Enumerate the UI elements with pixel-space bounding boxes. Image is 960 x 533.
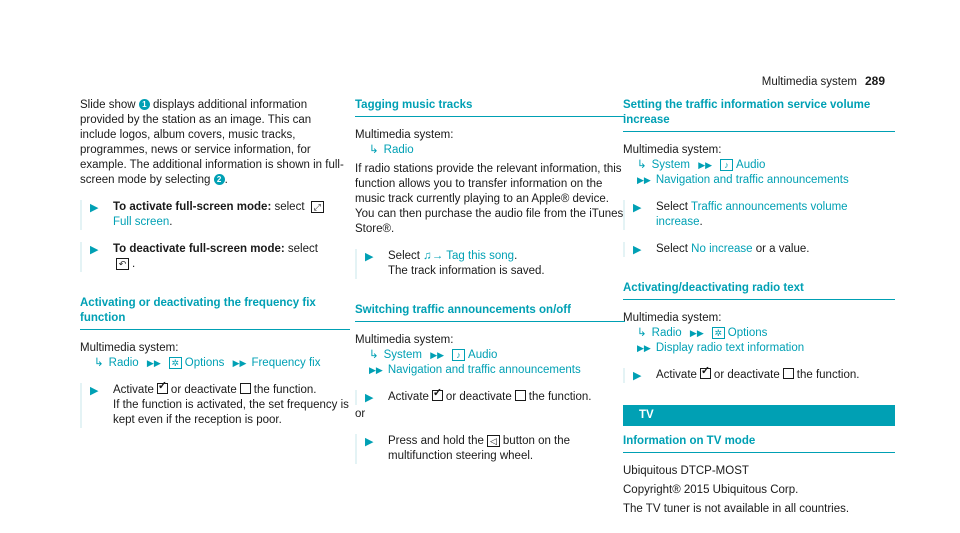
column-2: Tagging music tracks Multimedia system: ↳ Radio If radio stations provide the relevant information, this function allows you to transfer information on the music track currently playing to an Apple® device. You can then purchase the audio file from the iTunes Store®. ▶ Select ♫→ Tag this song. The track information is saved. Switching traffic announcements on/off Multimedia system: ↳ System ▶▶ ♪ Audio ▶▶ Navigation and traffic announcements ▶ Activate✓ or deactivate the function. or ▶ Press and hold the ◁ button on the multifunction steering wheel.	[355, 98, 625, 464]
heading-frequency-fix: Activating or deactivating the frequency fix function	[80, 296, 350, 330]
path-system[interactable]: System	[651, 159, 690, 171]
column-1: Slide show 1 displays additional information provided by the station as an image. This can include logos, album covers, music tracks, programmes, news or service information, for example. The additional information is shown in full-screen mode by selecting 2 . ▶ To activate full-screen mode: select ⤢ Full screen. ▶ To deactivate full-screen mode: select ↶ . Activating or deactivating the frequency fix function Multimedia system: ↳ Radio ▶▶ ✲ Options ▶▶ Frequency fix ▶ Activate✓ or deactivate the function. If the function is activated, the set frequency is kept even if the reception is poor.	[80, 98, 350, 428]
audio-settings-icon: ♪	[452, 349, 465, 361]
step-arrow-icon: ▶	[365, 251, 374, 263]
menu-path: ↳ Radio ▶▶ ✲ Options ▶▶ Frequency fix	[94, 357, 321, 369]
fullscreen-icon: ⤢	[311, 201, 324, 213]
step-tag-song: ▶ Select ♫→ Tag this song. The track information is saved.	[355, 249, 625, 279]
heading-volume-increase: Setting the traffic information service volume increase	[623, 98, 895, 132]
path-radio[interactable]: Radio	[651, 327, 682, 339]
tv-section-bar: TV	[623, 405, 895, 426]
step-activate-radio-text: ▶ Activate✓ or deactivate the function.	[623, 368, 895, 383]
page-number: 289	[864, 74, 885, 88]
checkbox-checked-icon[interactable]	[432, 390, 443, 401]
gear-icon: ✲	[712, 327, 725, 339]
heading-tv-info: Information on TV mode	[623, 434, 895, 453]
tag-this-song-link[interactable]: ♫→ Tag this song	[423, 250, 515, 262]
step-arrow-icon: ▶	[365, 392, 374, 404]
heading-traffic: Switching traffic announcements on/off	[355, 303, 625, 322]
path-radio[interactable]: Radio	[108, 357, 139, 369]
volume-increase-link[interactable]: Traffic announcements volume increase	[656, 201, 848, 228]
mute-button-icon: ◁	[487, 435, 500, 447]
step-arrow-icon: ▶	[633, 244, 642, 256]
checkbox-empty-icon[interactable]	[783, 368, 794, 379]
path-navigation-traffic[interactable]: Navigation and traffic announcements	[387, 364, 581, 376]
checkbox-empty-icon[interactable]	[240, 383, 251, 394]
path-options[interactable]: Options	[184, 357, 225, 369]
step-arrow-icon: ▶	[633, 370, 642, 382]
double-chevron-icon: ▶▶	[232, 358, 247, 368]
step-arrow-icon: ▶	[90, 202, 99, 214]
step-arrow-icon: ▶	[90, 385, 99, 397]
step-activate-fullscreen: ▶ To activate full-screen mode: select ⤢ Full screen.	[80, 200, 350, 230]
checkbox-empty-icon[interactable]	[515, 390, 526, 401]
step-select-volume: ▶ Select Traffic announcements volume increase.	[623, 200, 895, 230]
step-activate-frequency-fix: ▶ Activate✓ or deactivate the function. If the function is activated, the set frequency is kept even if the reception is poor.	[80, 383, 350, 428]
step-select-no-increase: ▶ Select No increase or a value.	[623, 242, 895, 257]
heading-tagging: Tagging music tracks	[355, 98, 625, 117]
path-audio[interactable]: Audio	[468, 349, 498, 361]
header-title: Multimedia system	[761, 76, 857, 88]
full-screen-link[interactable]: Full screen	[113, 216, 170, 228]
column-3: Setting the traffic information service volume increase Multimedia system: ↳ System ▶▶ ♪ Audio ▶▶ Navigation and traffic announcements ▶ Select Traffic announcements volume increase. ▶ Select No increase or a value. Activating/deactivating radio text Multimedia system: ↳ Radio ▶▶ ✲ Options ▶▶ Display radio text information ▶ Activate✓ or deactivate the function. TV Information on TV mode Ubiquitous DTCP-MOST Copyright® 2015 Ubiquitous Corp. The TV tuner is not available in all countries.	[623, 98, 895, 517]
path-frequency-fix[interactable]: Frequency fix	[251, 357, 321, 369]
path-system[interactable]: System	[383, 349, 422, 361]
step-arrow-icon: ▶	[633, 202, 642, 214]
audio-settings-icon: ♪	[720, 159, 733, 171]
slideshow-intro: Slide show 1 displays additional information provided by the station as an image. This can include logos, album covers, music tracks, programmes, news or service information, for example. The additional information is shown in full-screen mode by selecting 2 .	[80, 99, 344, 186]
path-display-radio-text[interactable]: Display radio text information	[655, 342, 805, 354]
checkbox-checked-icon[interactable]	[157, 383, 168, 394]
path-radio[interactable]: Radio	[383, 144, 414, 156]
no-increase-link[interactable]: No increase	[691, 243, 753, 255]
path-audio[interactable]: Audio	[736, 159, 766, 171]
path-navigation-traffic[interactable]: Navigation and traffic announcements	[655, 174, 849, 186]
double-chevron-icon: ▶▶	[146, 358, 161, 368]
step-arrow-icon: ▶	[90, 244, 99, 256]
tagging-para: If radio stations provide the relevant information, this function allows you to transfer information on the music track currently playing to an Apple® device. You can then purchase the audio file from the iTunes Store®.	[355, 163, 624, 235]
badge-2-icon: 2	[214, 174, 225, 185]
page-header	[762, 74, 885, 88]
gear-icon: ✲	[169, 357, 182, 369]
heading-radio-text: Activating/deactivating radio text	[623, 281, 895, 300]
step-deactivate-fullscreen: ▶ To deactivate full-screen mode: select ↶ .	[80, 242, 350, 272]
badge-1-icon: 1	[139, 99, 150, 110]
step-press-hold: ▶ Press and hold the ◁ button on the multifunction steering wheel.	[355, 434, 625, 464]
step-activate-traffic: ▶ Activate✓ or deactivate the function.	[355, 390, 625, 405]
step-arrow-icon: ▶	[365, 436, 374, 448]
path-options[interactable]: Options	[727, 327, 768, 339]
back-icon[interactable]: ↶	[116, 258, 129, 270]
checkbox-checked-icon[interactable]	[700, 368, 711, 379]
